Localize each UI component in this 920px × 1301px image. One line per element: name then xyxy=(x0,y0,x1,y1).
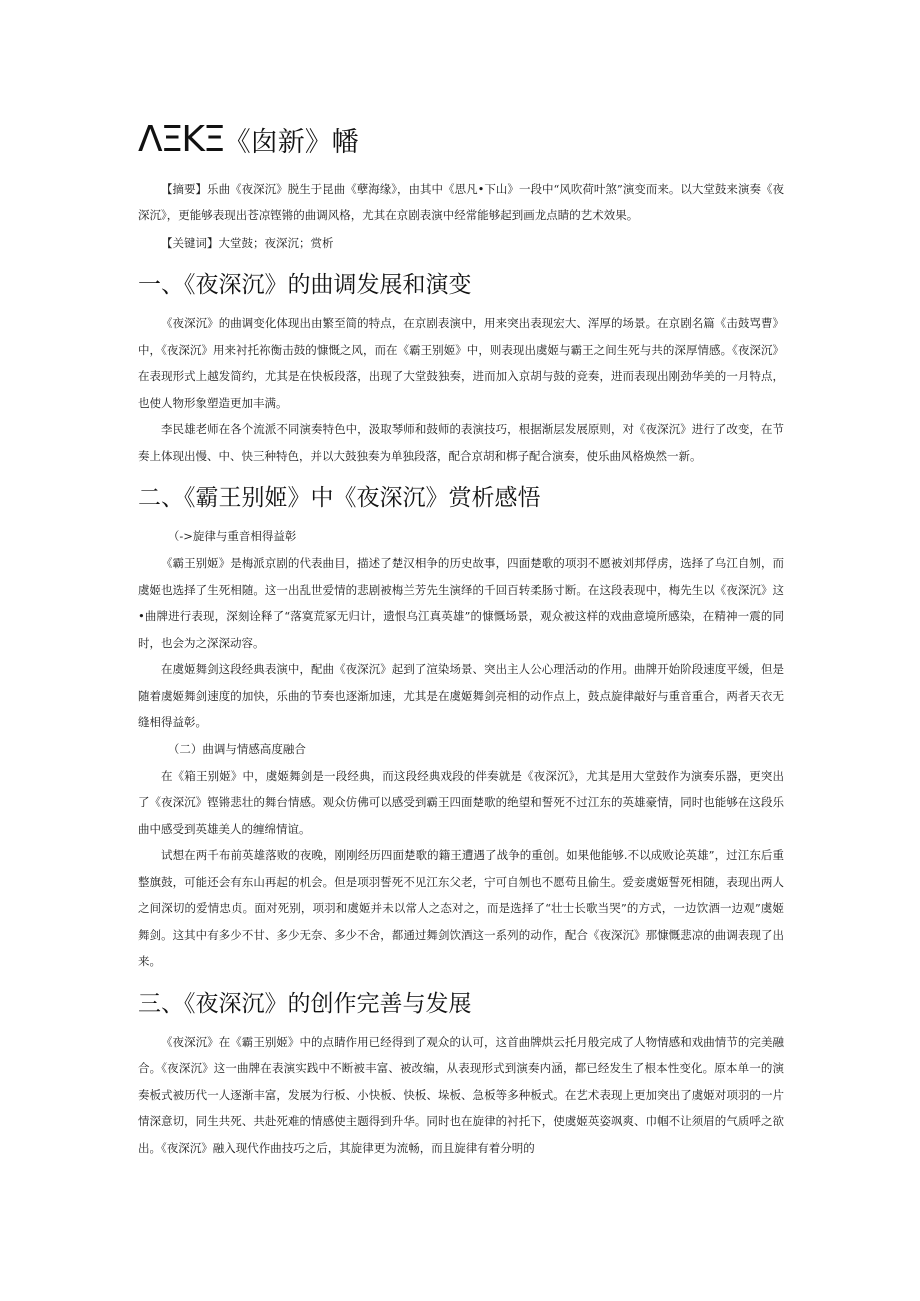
section-2-1-paragraph-1: 《霸王别姬》是梅派京剧的代表曲目，描述了楚汉相争的历史故事，四面楚歌的项羽不愿被刘邦俘虏，选择了乌江自刎，而虞姬也选择了生死相随。这一出乱世爱情的悲剧被梅兰芳先生演绎的千回百转柔肠寸断。在这段表现中，梅先生以《夜深沉》这•曲牌进行表现，深刻诠释了“落寞荒冢无归计，遗恨乌江真英雄”的慷慨场景，观众被这样的戏曲意境所感染，在精神一震的同时，也会为之深深动容。 xyxy=(138,556,784,650)
section-heading-2: 二、《霸王别姬》中《夜深沉》赏析感悟 xyxy=(138,485,541,511)
section-1-paragraph-2: 李民雄老师在各个流派不同演奏特色中，汲取琴师和鼓师的表演技巧，根据渐层发展原则，对《夜深沉》进行了改变，在节奏上体现出慢、中、快三种特色，并以大鼓独奏为单独段落，配合京胡和梆子配合演奏，使乐曲风格焕然一新。 xyxy=(138,422,784,463)
section-2-2-paragraph-2: 试想在两千布前英雄落败的夜晚，刚刚经历四面楚歌的籍王遭遇了战争的重创。如果他能够.不以成败论英雄”，过江东后重整旗鼓，可能还会有东山再起的机会。但是项羽誓死不见江东父老，宁可自刎也不愿苟且偷生。爱妾虞姬誓死相随，表现出两人之间深切的爱情忠贞。面对死别，项羽和虞姬并未以常人之态对之，而是选择了“壮士长歌当哭”的方式，一边饮酒一边观”虞姬舞剑。这其中有多少不甘、多少无奈、多少不舍，都通过舞剑饮酒这一系列的动作，配合《夜深沉》那慷慨悲凉的曲调表现了出来。 xyxy=(138,848,784,968)
section-1-paragraph-1: 《夜深沉》的曲调变化体现出由繁至简的特点，在京剧表演中，用来突出表现宏大、浑厚的场景。在京剧名篇《击鼓骂曹》中，《夜深沉》用来衬托祢衡击鼓的慷慨之风，而在《霸王别姬》中，则表现出虞姬与霸王之间生死与共的深厚情感。《夜深沉》在表现形式上越发简约，尤其是在快板段落，出现了大堂鼓独奏，进而加入京胡与鼓的竞奏，进而表现出刚劲华美的一月特点，也使人物形象塑造更加丰满。 xyxy=(138,316,784,410)
subsection-title-2-2: （二）曲调与情感高度融合 xyxy=(167,741,306,756)
title-cjk-part: 《囱新》幡 xyxy=(223,127,359,158)
document-title xyxy=(138,119,784,160)
abstract: 【摘要】乐曲《夜深沉》脱生于昆曲《孽海缘》，由其中《思凡•下山》一段中“风吹荷叶煞”演变而来。以大堂鼓来演奏《夜深沉》，更能够表现出苍凉铿锵的曲调风格，尤其在京剧表演中经常能够起到画龙点睛的艺术效果。 xyxy=(138,182,784,222)
content-column xyxy=(138,119,784,1161)
subsection-title-2-1: （->旋律与重音相得益彰 xyxy=(167,529,297,543)
section-heading-3: 三、《夜深沉》的创作完善与发展 xyxy=(138,990,472,1017)
section-3-paragraph-1: 《夜深沉》在《霸王别姬》中的点睛作用已经得到了观众的认可，这首曲牌烘云托月般完成了人物情感和戏曲情节的完美融合。《夜深沉》这一曲牌在表演实践中不断被丰富、被改编，从表现形式到演奏内涵，都已经发生了根本性变化。原本单一的演奏板式被历代一人逐渐丰富，发展为行板、小快板、快板、垛板、急板等多种板式。在艺术表现上更加突出了虞姬对项羽的一片情深意切，同生共死、共赴死难的情感使主题得到升华。同时也在旋律的衬托下，使虞姬英姿飒爽、巾帼不让须眉的气质呼之欲出。《夜深沉》融入现代作曲技巧之后，其旋律更为流畅，而且旋律有着分明的 xyxy=(138,1034,784,1155)
section-2-1-paragraph-2: 在虞姬舞剑这段经典表演中，配曲《夜深沉》起到了渲染场景、突出主人公心理活动的作用。曲牌开始阶段速度平缓，但是随着虞姬舞剑速度的加快，乐曲的节奏也逐渐加速，尤其是在虞姬舞剑亮相的动作点上，鼓点旋律敲好与重音重合，两者天衣无缝相得益彰。 xyxy=(138,662,784,729)
section-2-2-paragraph-1: 在《箱王别姬》中，虞姬舞剑是一段经典，而这段经典戏段的伴奏就是《夜深沉》，尤其是用大堂鼓作为演奏乐器，更突出了《夜深沉》铿锵悲壮的舞台情感。观众仿佛可以感受到霸王四面楚歌的绝望和誓死不过江东的英雄豪情，同时也能够在这段乐曲中感受到英雄美人的缠绵情谊。 xyxy=(138,768,784,836)
title-latin-part: ΛΞΚΞ xyxy=(138,119,224,160)
section-heading-1: 一、《夜深沉》的曲调发展和演变 xyxy=(138,272,472,298)
keywords: 【关键词】大堂鼓；夜深沉；赏析 xyxy=(161,236,334,250)
